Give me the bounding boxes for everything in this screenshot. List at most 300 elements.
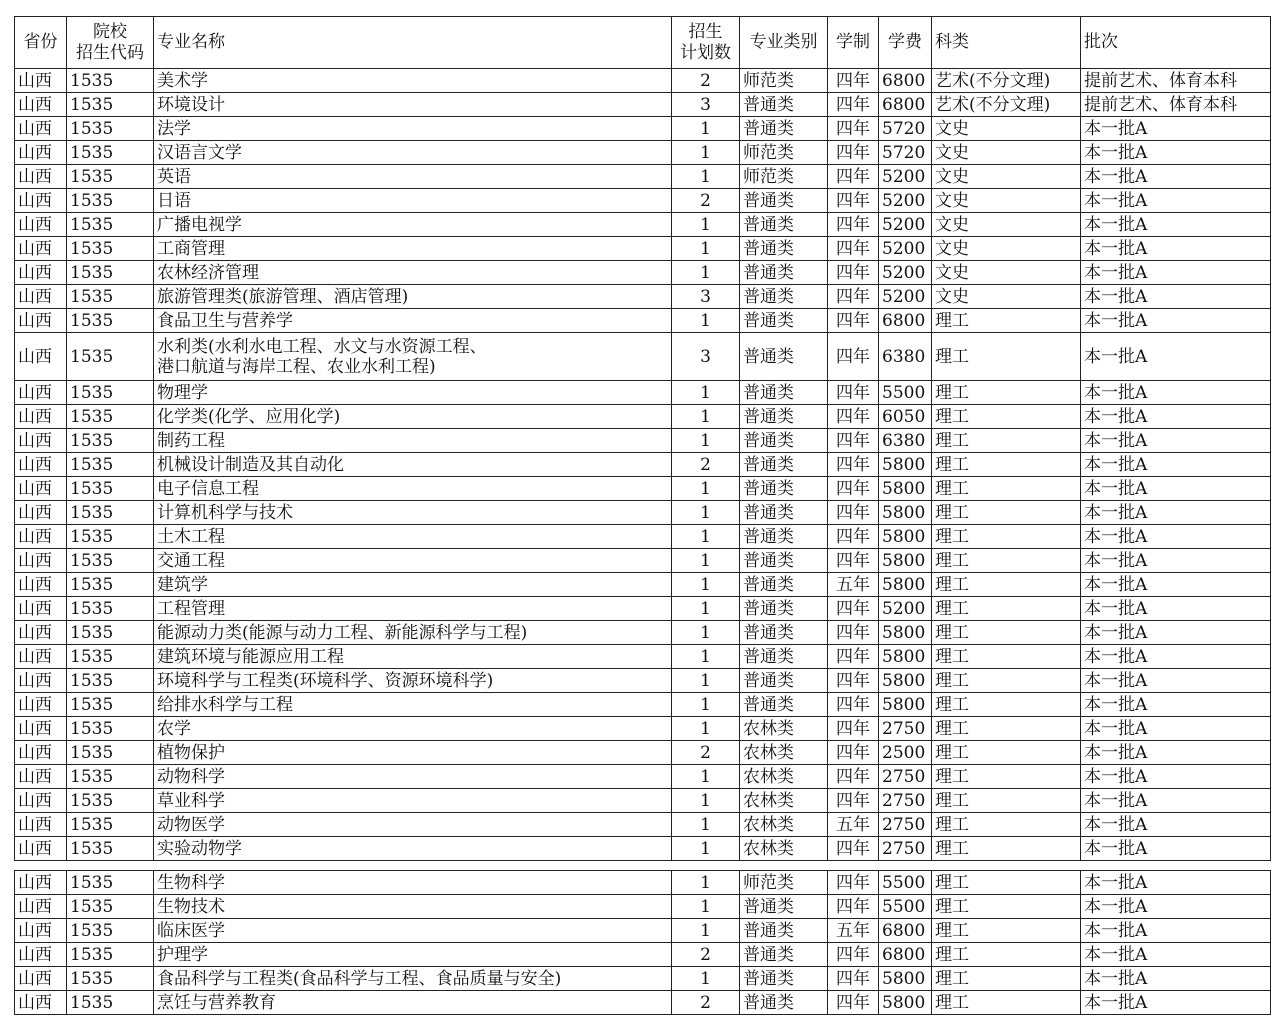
cell-code: 1535 — [67, 669, 154, 693]
cell-category: 普通类 — [740, 645, 828, 669]
cell-duration: 四年 — [828, 189, 879, 213]
cell-plan: 3 — [672, 333, 740, 381]
cell-category: 普通类 — [740, 333, 828, 381]
cell-subject: 理工 — [932, 573, 1081, 597]
cell-major: 农学 — [154, 717, 672, 741]
cell-tuition: 5200 — [879, 261, 932, 285]
cell-tuition: 5800 — [879, 501, 932, 525]
cell-code: 1535 — [67, 789, 154, 813]
cell-province: 山西 — [15, 967, 67, 991]
cell-subject: 理工 — [932, 333, 1081, 381]
cell-code: 1535 — [67, 813, 154, 837]
cell-tuition: 5800 — [879, 645, 932, 669]
cell-category: 普通类 — [740, 943, 828, 967]
table-row — [15, 837, 1271, 861]
cell-subject: 文史 — [932, 117, 1081, 141]
cell-batch: 本一批A — [1081, 645, 1271, 669]
cell-major: 护理学 — [154, 943, 672, 967]
cell-major: 广播电视学 — [154, 213, 672, 237]
cell-province: 山西 — [15, 69, 67, 93]
cell-province: 山西 — [15, 573, 67, 597]
cell-province: 山西 — [15, 991, 67, 1015]
cell-tuition: 2750 — [879, 813, 932, 837]
cell-duration: 四年 — [828, 765, 879, 789]
cell-subject: 理工 — [932, 669, 1081, 693]
table-row — [15, 765, 1271, 789]
cell-batch: 本一批A — [1081, 669, 1271, 693]
header-tuition: 学费 — [879, 17, 932, 69]
cell-plan: 1 — [672, 871, 740, 895]
cell-code: 1535 — [67, 405, 154, 429]
cell-tuition: 2750 — [879, 837, 932, 861]
cell-batch: 本一批A — [1081, 813, 1271, 837]
cell-subject: 理工 — [932, 309, 1081, 333]
cell-duration: 四年 — [828, 669, 879, 693]
cell-batch: 本一批A — [1081, 501, 1271, 525]
cell-code: 1535 — [67, 597, 154, 621]
cell-plan: 1 — [672, 645, 740, 669]
cell-batch: 本一批A — [1081, 895, 1271, 919]
cell-major: 烹饪与营养教育 — [154, 991, 672, 1015]
cell-tuition: 6800 — [879, 69, 932, 93]
cell-duration: 四年 — [828, 453, 879, 477]
cell-category: 普通类 — [740, 573, 828, 597]
cell-duration: 五年 — [828, 813, 879, 837]
cell-category: 农林类 — [740, 837, 828, 861]
cell-major: 物理学 — [154, 381, 672, 405]
admission-plan-table-continued — [14, 870, 1271, 1015]
header-batch: 批次 — [1081, 17, 1271, 69]
cell-plan: 3 — [672, 93, 740, 117]
cell-subject: 理工 — [932, 837, 1081, 861]
cell-code: 1535 — [67, 453, 154, 477]
cell-plan: 1 — [672, 165, 740, 189]
cell-tuition: 2750 — [879, 717, 932, 741]
table-row — [15, 597, 1271, 621]
cell-batch: 本一批A — [1081, 429, 1271, 453]
cell-major: 环境设计 — [154, 93, 672, 117]
cell-plan: 2 — [672, 991, 740, 1015]
cell-code: 1535 — [67, 765, 154, 789]
table-row — [15, 573, 1271, 597]
cell-duration: 四年 — [828, 741, 879, 765]
cell-category: 普通类 — [740, 525, 828, 549]
cell-batch: 本一批A — [1081, 477, 1271, 501]
table-row — [15, 141, 1271, 165]
table-row — [15, 669, 1271, 693]
cell-batch: 本一批A — [1081, 693, 1271, 717]
table-row — [15, 813, 1271, 837]
cell-code: 1535 — [67, 429, 154, 453]
cell-category: 普通类 — [740, 381, 828, 405]
cell-duration: 五年 — [828, 919, 879, 943]
cell-category: 普通类 — [740, 919, 828, 943]
cell-duration: 四年 — [828, 991, 879, 1015]
cell-code: 1535 — [67, 165, 154, 189]
cell-category: 农林类 — [740, 717, 828, 741]
cell-major: 实验动物学 — [154, 837, 672, 861]
cell-duration: 四年 — [828, 597, 879, 621]
cell-province: 山西 — [15, 871, 67, 895]
cell-plan: 1 — [672, 573, 740, 597]
cell-province: 山西 — [15, 429, 67, 453]
cell-plan: 2 — [672, 453, 740, 477]
cell-tuition: 6380 — [879, 429, 932, 453]
cell-code: 1535 — [67, 93, 154, 117]
cell-tuition: 5800 — [879, 621, 932, 645]
table-row — [15, 261, 1271, 285]
cell-category: 普通类 — [740, 429, 828, 453]
cell-code: 1535 — [67, 895, 154, 919]
table-row — [15, 943, 1271, 967]
table-row — [15, 645, 1271, 669]
cell-code: 1535 — [67, 919, 154, 943]
cell-code: 1535 — [67, 525, 154, 549]
cell-tuition: 5200 — [879, 165, 932, 189]
cell-major: 日语 — [154, 189, 672, 213]
cell-province: 山西 — [15, 597, 67, 621]
cell-category: 普通类 — [740, 117, 828, 141]
cell-major: 农林经济管理 — [154, 261, 672, 285]
cell-duration: 四年 — [828, 525, 879, 549]
table-row — [15, 789, 1271, 813]
cell-tuition: 5800 — [879, 967, 932, 991]
cell-plan: 1 — [672, 237, 740, 261]
cell-batch: 本一批A — [1081, 871, 1271, 895]
cell-province: 山西 — [15, 919, 67, 943]
cell-category: 普通类 — [740, 261, 828, 285]
cell-province: 山西 — [15, 405, 67, 429]
cell-duration: 四年 — [828, 645, 879, 669]
cell-batch: 本一批A — [1081, 837, 1271, 861]
cell-batch: 本一批A — [1081, 621, 1271, 645]
cell-code: 1535 — [67, 573, 154, 597]
cell-duration: 四年 — [828, 837, 879, 861]
cell-batch: 本一批A — [1081, 189, 1271, 213]
cell-major: 临床医学 — [154, 919, 672, 943]
cell-subject: 理工 — [932, 429, 1081, 453]
cell-code: 1535 — [67, 549, 154, 573]
cell-batch: 本一批A — [1081, 549, 1271, 573]
table-row — [15, 549, 1271, 573]
cell-subject: 理工 — [932, 871, 1081, 895]
cell-subject: 理工 — [932, 765, 1081, 789]
cell-batch: 本一批A — [1081, 381, 1271, 405]
cell-code: 1535 — [67, 333, 154, 381]
cell-major: 交通工程 — [154, 549, 672, 573]
cell-tuition: 5200 — [879, 213, 932, 237]
cell-batch: 本一批A — [1081, 309, 1271, 333]
header-major: 专业名称 — [154, 17, 672, 69]
cell-plan: 1 — [672, 141, 740, 165]
cell-major: 计算机科学与技术 — [154, 501, 672, 525]
cell-province: 山西 — [15, 213, 67, 237]
cell-category: 师范类 — [740, 69, 828, 93]
cell-plan: 1 — [672, 501, 740, 525]
cell-code: 1535 — [67, 741, 154, 765]
cell-subject: 理工 — [932, 501, 1081, 525]
table-row — [15, 309, 1271, 333]
cell-tuition: 5800 — [879, 991, 932, 1015]
cell-plan: 1 — [672, 765, 740, 789]
cell-category: 师范类 — [740, 141, 828, 165]
cell-batch: 本一批A — [1081, 967, 1271, 991]
table-row — [15, 621, 1271, 645]
cell-major: 美术学 — [154, 69, 672, 93]
cell-subject: 理工 — [932, 525, 1081, 549]
table-row — [15, 453, 1271, 477]
cell-code: 1535 — [67, 501, 154, 525]
cell-duration: 四年 — [828, 943, 879, 967]
cell-duration: 四年 — [828, 237, 879, 261]
cell-tuition: 5200 — [879, 597, 932, 621]
cell-tuition: 6050 — [879, 405, 932, 429]
cell-batch: 本一批A — [1081, 741, 1271, 765]
cell-province: 山西 — [15, 717, 67, 741]
table-row — [15, 213, 1271, 237]
cell-major: 草业科学 — [154, 789, 672, 813]
table-row — [15, 991, 1271, 1015]
cell-batch: 本一批A — [1081, 765, 1271, 789]
cell-subject: 文史 — [932, 165, 1081, 189]
cell-code: 1535 — [67, 381, 154, 405]
cell-code: 1535 — [67, 237, 154, 261]
cell-plan: 1 — [672, 837, 740, 861]
header-subject: 科类 — [932, 17, 1081, 69]
cell-province: 山西 — [15, 621, 67, 645]
cell-code: 1535 — [67, 213, 154, 237]
cell-batch: 本一批A — [1081, 237, 1271, 261]
table-body-continued — [15, 871, 1271, 1015]
cell-subject: 理工 — [932, 789, 1081, 813]
table-row — [15, 693, 1271, 717]
cell-tuition: 2500 — [879, 741, 932, 765]
cell-batch: 本一批A — [1081, 525, 1271, 549]
cell-batch: 本一批A — [1081, 165, 1271, 189]
cell-duration: 四年 — [828, 333, 879, 381]
cell-code: 1535 — [67, 69, 154, 93]
cell-tuition: 5500 — [879, 871, 932, 895]
cell-batch: 本一批A — [1081, 453, 1271, 477]
cell-province: 山西 — [15, 765, 67, 789]
cell-code: 1535 — [67, 309, 154, 333]
cell-province: 山西 — [15, 837, 67, 861]
table-row — [15, 919, 1271, 943]
cell-subject: 理工 — [932, 693, 1081, 717]
cell-plan: 1 — [672, 525, 740, 549]
cell-major: 电子信息工程 — [154, 477, 672, 501]
cell-duration: 四年 — [828, 871, 879, 895]
cell-tuition: 5200 — [879, 189, 932, 213]
cell-major: 制药工程 — [154, 429, 672, 453]
cell-plan: 2 — [672, 69, 740, 93]
cell-code: 1535 — [67, 645, 154, 669]
cell-duration: 五年 — [828, 573, 879, 597]
cell-duration: 四年 — [828, 717, 879, 741]
cell-category: 普通类 — [740, 549, 828, 573]
cell-code: 1535 — [67, 837, 154, 861]
cell-category: 农林类 — [740, 741, 828, 765]
cell-duration: 四年 — [828, 477, 879, 501]
table-row — [15, 237, 1271, 261]
cell-category: 普通类 — [740, 285, 828, 309]
cell-category: 普通类 — [740, 237, 828, 261]
cell-major: 旅游管理类(旅游管理、酒店管理) — [154, 285, 672, 309]
cell-plan: 1 — [672, 117, 740, 141]
cell-code: 1535 — [67, 477, 154, 501]
cell-code: 1535 — [67, 871, 154, 895]
cell-category: 师范类 — [740, 871, 828, 895]
cell-plan: 1 — [672, 967, 740, 991]
cell-category: 普通类 — [740, 477, 828, 501]
cell-province: 山西 — [15, 381, 67, 405]
cell-major: 土木工程 — [154, 525, 672, 549]
table-row — [15, 165, 1271, 189]
cell-tuition: 5500 — [879, 381, 932, 405]
cell-province: 山西 — [15, 693, 67, 717]
cell-category: 农林类 — [740, 813, 828, 837]
cell-category: 普通类 — [740, 693, 828, 717]
cell-subject: 理工 — [932, 381, 1081, 405]
cell-category: 普通类 — [740, 189, 828, 213]
cell-major: 建筑学 — [154, 573, 672, 597]
cell-batch: 提前艺术、体育本科 — [1081, 69, 1271, 93]
cell-subject: 理工 — [932, 549, 1081, 573]
cell-subject: 艺术(不分文理) — [932, 69, 1081, 93]
cell-category: 普通类 — [740, 621, 828, 645]
cell-code: 1535 — [67, 717, 154, 741]
cell-plan: 1 — [672, 789, 740, 813]
cell-tuition: 2750 — [879, 789, 932, 813]
table-row — [15, 895, 1271, 919]
cell-category: 普通类 — [740, 991, 828, 1015]
cell-tuition: 6800 — [879, 919, 932, 943]
cell-plan: 1 — [672, 381, 740, 405]
cell-subject: 理工 — [932, 741, 1081, 765]
cell-duration: 四年 — [828, 165, 879, 189]
table-row — [15, 117, 1271, 141]
cell-tuition: 5720 — [879, 141, 932, 165]
cell-category: 普通类 — [740, 967, 828, 991]
cell-subject: 理工 — [932, 597, 1081, 621]
cell-province: 山西 — [15, 813, 67, 837]
cell-batch: 本一批A — [1081, 261, 1271, 285]
cell-duration: 四年 — [828, 261, 879, 285]
cell-major: 建筑环境与能源应用工程 — [154, 645, 672, 669]
table-row — [15, 717, 1271, 741]
cell-plan: 1 — [672, 693, 740, 717]
cell-major: 工商管理 — [154, 237, 672, 261]
cell-province: 山西 — [15, 501, 67, 525]
cell-major: 水利类(水利水电工程、水文与水资源工程、 港口航道与海岸工程、农业水利工程) — [154, 333, 672, 381]
table-row — [15, 69, 1271, 93]
cell-category: 普通类 — [740, 895, 828, 919]
header-category: 专业类别 — [740, 17, 828, 69]
cell-batch: 本一批A — [1081, 333, 1271, 381]
cell-subject: 理工 — [932, 895, 1081, 919]
cell-plan: 1 — [672, 309, 740, 333]
cell-category: 普通类 — [740, 453, 828, 477]
cell-subject: 文史 — [932, 213, 1081, 237]
cell-duration: 四年 — [828, 693, 879, 717]
cell-plan: 1 — [672, 597, 740, 621]
cell-plan: 1 — [672, 261, 740, 285]
cell-major: 法学 — [154, 117, 672, 141]
cell-subject: 文史 — [932, 285, 1081, 309]
cell-plan: 1 — [672, 477, 740, 501]
admission-plan-table — [14, 16, 1271, 861]
cell-province: 山西 — [15, 93, 67, 117]
cell-major: 机械设计制造及其自动化 — [154, 453, 672, 477]
cell-subject: 理工 — [932, 405, 1081, 429]
cell-duration: 四年 — [828, 405, 879, 429]
cell-major: 食品卫生与营养学 — [154, 309, 672, 333]
cell-duration: 四年 — [828, 93, 879, 117]
cell-tuition: 6800 — [879, 943, 932, 967]
table-row — [15, 189, 1271, 213]
cell-province: 山西 — [15, 453, 67, 477]
cell-category: 普通类 — [740, 597, 828, 621]
table-body — [15, 69, 1271, 861]
cell-province: 山西 — [15, 943, 67, 967]
cell-tuition: 5800 — [879, 669, 932, 693]
cell-duration: 四年 — [828, 501, 879, 525]
cell-major: 动物医学 — [154, 813, 672, 837]
cell-subject: 文史 — [932, 237, 1081, 261]
cell-plan: 1 — [672, 213, 740, 237]
cell-province: 山西 — [15, 789, 67, 813]
table-row — [15, 93, 1271, 117]
cell-subject: 理工 — [932, 645, 1081, 669]
cell-plan: 1 — [672, 895, 740, 919]
cell-duration: 四年 — [828, 621, 879, 645]
cell-subject: 文史 — [932, 189, 1081, 213]
cell-tuition: 5200 — [879, 237, 932, 261]
cell-code: 1535 — [67, 261, 154, 285]
cell-tuition: 6800 — [879, 93, 932, 117]
cell-province: 山西 — [15, 645, 67, 669]
cell-subject: 理工 — [932, 919, 1081, 943]
table-row — [15, 967, 1271, 991]
cell-code: 1535 — [67, 621, 154, 645]
cell-subject: 理工 — [932, 477, 1081, 501]
table-row — [15, 285, 1271, 309]
cell-tuition: 5800 — [879, 573, 932, 597]
cell-subject: 理工 — [932, 717, 1081, 741]
header-plan: 招生 计划数 — [672, 17, 740, 69]
cell-category: 普通类 — [740, 93, 828, 117]
cell-category: 普通类 — [740, 501, 828, 525]
header-duration: 学制 — [828, 17, 879, 69]
cell-code: 1535 — [67, 991, 154, 1015]
cell-duration: 四年 — [828, 285, 879, 309]
cell-tuition: 5500 — [879, 895, 932, 919]
cell-province: 山西 — [15, 237, 67, 261]
cell-subject: 理工 — [932, 813, 1081, 837]
cell-province: 山西 — [15, 741, 67, 765]
cell-code: 1535 — [67, 189, 154, 213]
cell-plan: 1 — [672, 813, 740, 837]
cell-province: 山西 — [15, 189, 67, 213]
cell-code: 1535 — [67, 117, 154, 141]
cell-plan: 1 — [672, 669, 740, 693]
cell-major: 动物科学 — [154, 765, 672, 789]
cell-tuition: 5800 — [879, 477, 932, 501]
cell-batch: 本一批A — [1081, 943, 1271, 967]
table-row — [15, 381, 1271, 405]
cell-province: 山西 — [15, 669, 67, 693]
cell-tuition: 5800 — [879, 525, 932, 549]
